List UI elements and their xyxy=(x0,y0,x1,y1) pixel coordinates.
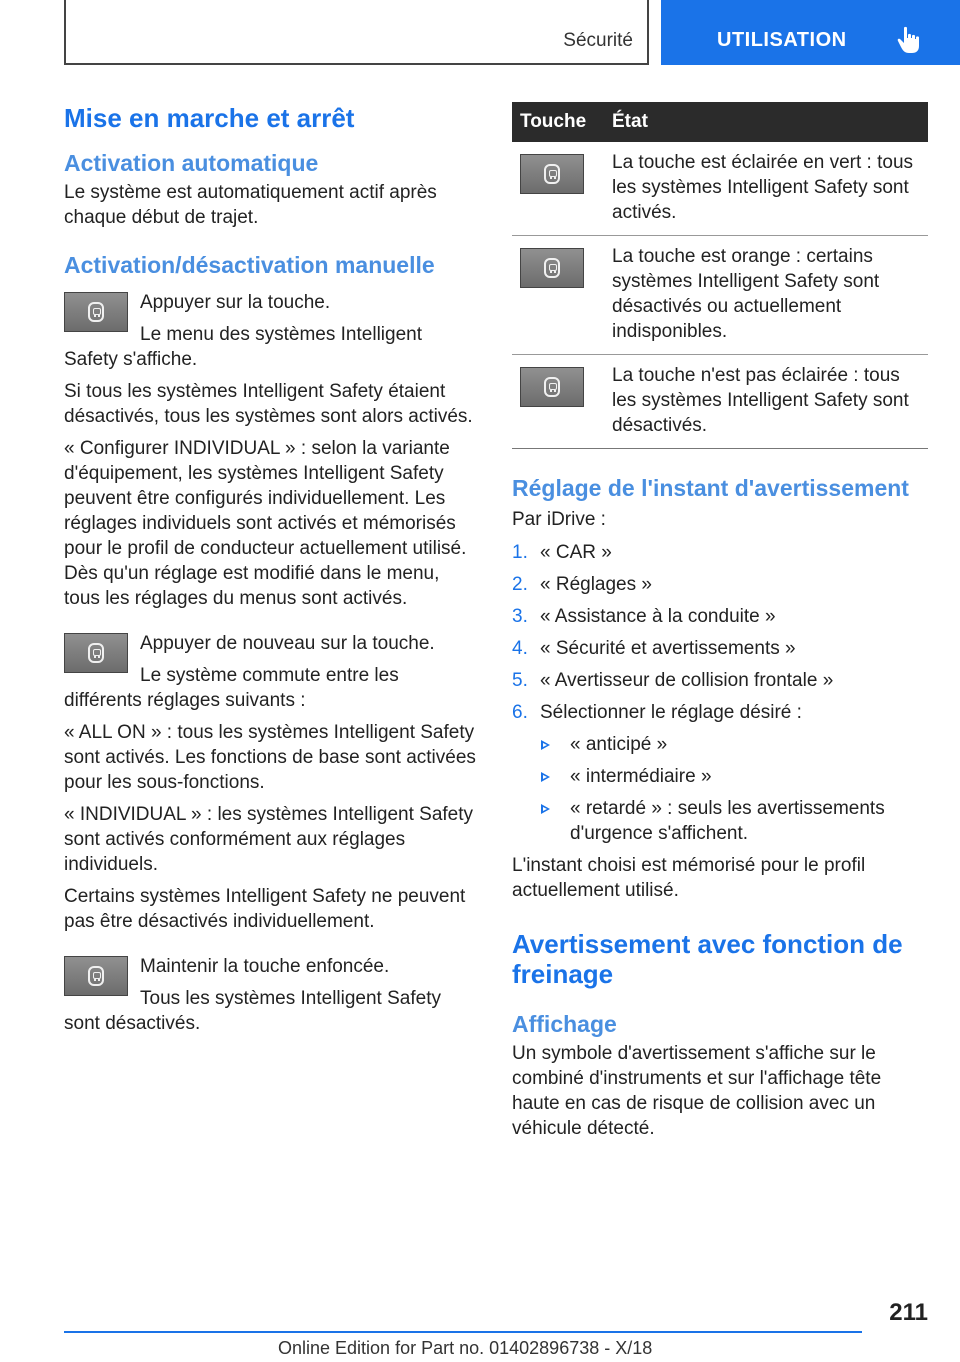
paragraph: « INDIVIDUAL » : les systèmes Intelligent Safety sont activés conformément aux réglages individuels. xyxy=(64,804,474,875)
instruction-text: Le menu des systèmes Intelligent Safety s'affiche. xyxy=(64,324,422,370)
list-item: 3. « Assistance à la conduite » xyxy=(512,606,776,627)
left-column xyxy=(64,100,479,1036)
column-header-button: Touche xyxy=(512,102,604,142)
paragraph: Certains systèmes Intelligent Safety ne peuvent pas être désactivés individuellement. xyxy=(64,886,466,932)
table-row xyxy=(512,236,928,355)
list-item: 1. « CAR » xyxy=(512,542,612,563)
triangle-bullet-icon xyxy=(541,772,550,782)
display-heading: Affichage xyxy=(512,1011,617,1037)
press-again-instruction xyxy=(64,631,479,713)
paragraph: « ALL ON » : tous les systèmes Intelligent Safety sont activés. Les fonctions de base sont activées pour les sous-fonctions. xyxy=(64,722,476,793)
list-item: « retardé » : seuls les avertissements d'urgence s'affichent. xyxy=(512,796,928,846)
instruction-text: Appuyer sur la touche. xyxy=(140,292,331,313)
hold-button-instruction xyxy=(64,954,479,1036)
section-tab[interactable] xyxy=(64,0,649,65)
braking-warning-heading: Avertissement avec fonction de freinage xyxy=(512,929,903,989)
paragraph: Si tous les systèmes Intelligent Safety étaient désactivés, tous les systèmes sont alors activés. xyxy=(64,381,473,427)
manual-activation-heading: Activation/désactivation manuelle xyxy=(64,252,435,278)
footer-divider xyxy=(64,1331,862,1333)
table-cell-state: La touche est orange : certains systèmes Intelligent Safety sont désactivés ou actuellement indisponibles. xyxy=(604,236,928,355)
auto-activation-text: Le système est automatiquement actif après chaque début de trajet. xyxy=(64,182,437,228)
button-orange-icon xyxy=(520,248,584,288)
page-number: 211 xyxy=(889,1299,928,1326)
table-row xyxy=(512,355,928,449)
button-green-icon xyxy=(520,154,584,194)
instruction-text: Tous les systèmes Intelligent Safety sont désactivés. xyxy=(64,988,441,1034)
triangle-bullet-icon xyxy=(541,740,550,750)
instruction-text: Maintenir la touche enfoncée. xyxy=(140,956,390,977)
auto-activation-heading: Activation automatique xyxy=(64,150,319,176)
list-item: 2. « Réglages » xyxy=(512,574,652,595)
chapter-tab[interactable] xyxy=(661,0,960,65)
intelligent-safety-button-icon xyxy=(64,633,128,673)
pointing-hand-icon xyxy=(897,26,923,54)
list-item: 5. « Avertisseur de collision frontale » xyxy=(512,670,834,691)
chapter-label: UTILISATION xyxy=(717,29,847,51)
intelligent-safety-button-icon xyxy=(64,956,128,996)
edition-text: Online Edition for Part no. 01402896738 - X/18 xyxy=(278,1338,653,1358)
main-title: Mise en marche et arrêt xyxy=(64,103,355,133)
list-item: « anticipé » xyxy=(512,732,928,757)
right-column xyxy=(512,102,928,1141)
warning-time-heading: Réglage de l'instant d'avertissement xyxy=(512,475,909,501)
column-header-state: État xyxy=(604,102,928,142)
instruction-text: Appuyer de nouveau sur la touche. xyxy=(140,633,435,654)
table-header-row xyxy=(512,102,928,142)
table-row xyxy=(512,142,928,236)
idrive-steps xyxy=(512,540,928,725)
list-item: « intermédiaire » xyxy=(512,764,928,789)
paragraph: « Configurer INDIVIDUAL » : selon la variante d'équipement, les systèmes Intelligent Safety peuvent être configurés individuellement. Les réglages individuels sont activés et mémorisés pour le profil de conducteur actuellement utilisé. Dès qu'un réglage est modifié dans le menu, tous les réglages du menus sont activés. xyxy=(64,438,467,609)
warning-time-intro: Par iDrive : xyxy=(512,509,606,530)
table-cell-state: La touche n'est pas éclairée : tous les systèmes Intelligent Safety sont désactivés. xyxy=(604,355,928,449)
warning-time-outro: L'instant choisi est mémorisé pour le profil actuellement utilisé. xyxy=(512,855,866,901)
instruction-text: Le système commute entre les différents réglages suivants : xyxy=(64,665,399,711)
section-label: Sécurité xyxy=(563,30,633,51)
triangle-bullet-icon xyxy=(541,804,550,814)
press-button-instruction xyxy=(64,290,479,372)
table-cell-state: La touche est éclairée en vert : tous les systèmes Intelligent Safety sont activés. xyxy=(604,142,928,236)
display-text: Un symbole d'avertissement s'affiche sur le combiné d'instruments et sur l'affichage tête haute en cas de risque de collision avec un véhicule détecté. xyxy=(512,1043,882,1139)
list-item: 4. « Sécurité et avertissements » xyxy=(512,638,796,659)
intelligent-safety-button-icon xyxy=(64,292,128,332)
setting-options xyxy=(512,732,928,846)
button-state-table xyxy=(512,102,928,449)
button-off-icon xyxy=(520,367,584,407)
list-item: 6. Sélectionner le réglage désiré : xyxy=(512,702,802,723)
